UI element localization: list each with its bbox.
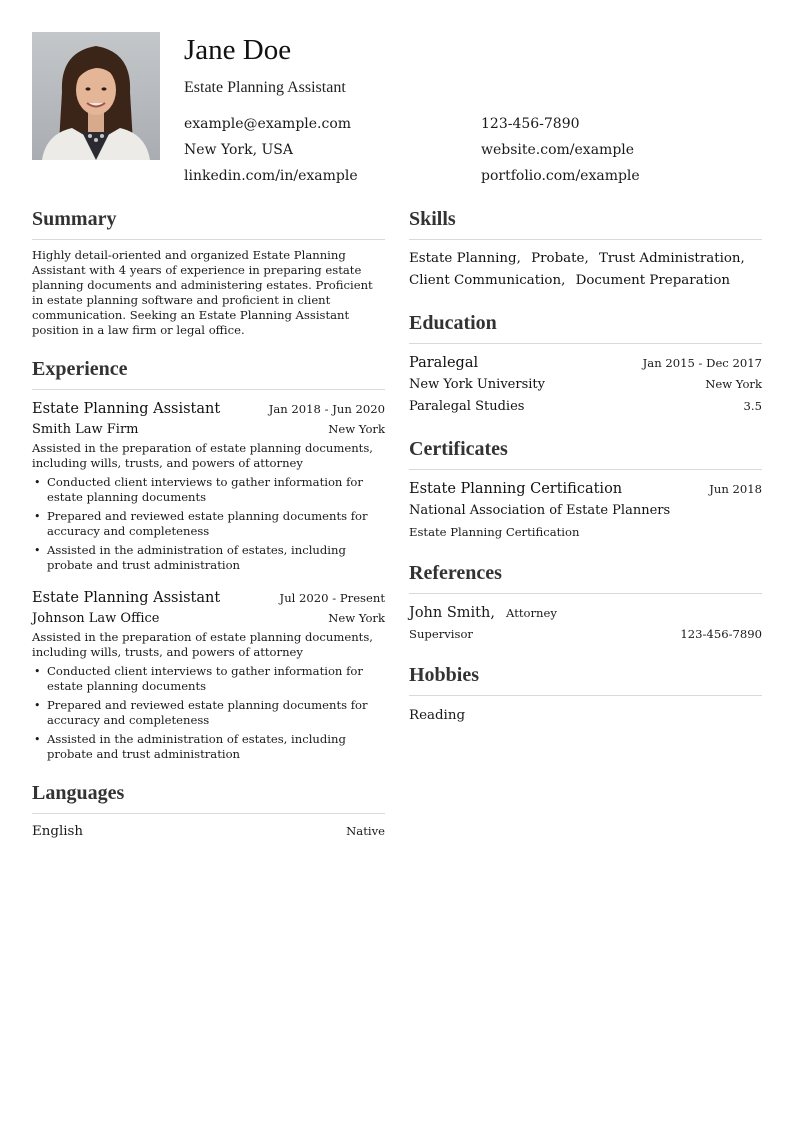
certificate-description: Estate Planning Certification [409, 525, 580, 539]
certificate-name: Estate Planning Certification [409, 481, 623, 497]
job-bullet [32, 509, 385, 539]
bullet-text: Assisted in the administration of estates, including probate and trust administration [47, 732, 346, 761]
hobby-item: Reading [409, 708, 466, 723]
job-date: Jul 2020 - Present [279, 591, 385, 605]
job-bullet [32, 732, 385, 762]
profile-photo [32, 32, 160, 160]
references-section [409, 560, 762, 644]
language-item [32, 822, 385, 842]
job-location: New York [328, 611, 385, 625]
skill-item: Estate Planning, [409, 251, 521, 266]
profile-photo-image [32, 32, 160, 160]
education-location: New York [705, 377, 762, 391]
skills-heading: Skills [409, 206, 762, 240]
skill-item: Document Preparation [575, 273, 731, 288]
summary-heading: Summary [32, 206, 385, 240]
contact-portfolio[interactable]: portfolio.com/example [481, 168, 640, 184]
candidate-name: Jane Doe [184, 34, 292, 66]
reference-relation: Supervisor [409, 627, 473, 641]
education-gpa: 3.5 [743, 399, 762, 413]
experience-item [32, 587, 385, 762]
job-date: Jan 2018 - Jun 2020 [268, 402, 385, 416]
bullet-icon: • [34, 544, 41, 557]
job-bullet [32, 698, 385, 728]
bullet-text: Prepared and reviewed estate planning documents for accuracy and completeness [47, 698, 368, 727]
bullet-text: Conducted client interviews to gather information for estate planning documents [47, 475, 363, 504]
job-bullet [32, 664, 385, 694]
experience-section [32, 356, 385, 762]
skill-item: Probate, [531, 251, 589, 266]
bullet-text: Conducted client interviews to gather information for estate planning documents [47, 664, 363, 693]
reference-role: Attorney [506, 606, 557, 620]
hobbies-heading: Hobbies [409, 662, 762, 696]
contact-website[interactable]: website.com/example [481, 142, 635, 158]
job-title: Estate Planning Assistant [32, 590, 221, 606]
job-company: Johnson Law Office [32, 611, 160, 626]
certificate-date: Jun 2018 [709, 482, 762, 496]
summary-section [32, 206, 385, 338]
contact-linkedin[interactable]: linkedin.com/in/example [184, 168, 358, 184]
education-section [409, 310, 762, 418]
reference-phone[interactable]: 123-456-7890 [680, 627, 762, 641]
bullet-text: Assisted in the administration of estates, including probate and trust administration [47, 543, 346, 572]
job-bullets [32, 475, 385, 573]
language-name: English [32, 824, 84, 839]
education-degree: Paralegal [409, 355, 479, 371]
languages-heading: Languages [32, 780, 385, 814]
certificate-issuer: National Association of Estate Planners [409, 503, 671, 518]
skill-item: Client Communication, [409, 273, 566, 288]
skills-section [409, 206, 762, 292]
references-heading: References [409, 560, 762, 594]
left-column [32, 206, 385, 860]
bullet-text: Prepared and reviewed estate planning documents for accuracy and completeness [47, 509, 368, 538]
experience-item [32, 398, 385, 573]
skills-list [409, 240, 762, 292]
job-bullets [32, 664, 385, 762]
job-location: New York [328, 422, 385, 436]
bullet-icon: • [34, 699, 41, 712]
bullet-icon: • [34, 665, 41, 678]
languages-section [32, 780, 385, 842]
contact-email[interactable]: example@example.com [184, 116, 352, 132]
education-heading: Education [409, 310, 762, 344]
job-description: Assisted in the preparation of estate planning documents, including wills, trusts, and powers of attorney [32, 441, 373, 470]
job-description: Assisted in the preparation of estate planning documents, including wills, trusts, and powers of attorney [32, 630, 373, 659]
job-bullet [32, 475, 385, 505]
education-school: New York University [409, 377, 545, 392]
education-field: Paralegal Studies [409, 399, 525, 414]
contact-location: New York, USA [184, 142, 293, 158]
right-column [409, 206, 762, 744]
bullet-icon: • [34, 733, 41, 746]
contact-phone[interactable]: 123-456-7890 [481, 116, 580, 132]
job-company: Smith Law Firm [32, 422, 139, 437]
bullet-icon: • [34, 510, 41, 523]
job-title: Estate Planning Assistant [32, 401, 221, 417]
experience-heading: Experience [32, 356, 385, 390]
skill-item: Trust Administration, [598, 251, 745, 266]
bullet-icon: • [34, 476, 41, 489]
hobbies-section [409, 662, 762, 726]
reference-name: John Smith, [409, 605, 495, 621]
certificates-heading: Certificates [409, 436, 762, 470]
education-date: Jan 2015 - Dec 2017 [642, 356, 762, 370]
job-bullet [32, 543, 385, 573]
candidate-title: Estate Planning Assistant [184, 79, 346, 96]
certificates-section [409, 436, 762, 542]
summary-text: Highly detail-oriented and organized Estate Planning Assistant with 4 years of experience in preparing estate planning documents and administering estates. Proficient in estate planning software and proficient in client communication. Seeking an Estate Planning Assistant position in a law firm or legal office. [32, 248, 373, 337]
language-level: Native [346, 824, 385, 838]
